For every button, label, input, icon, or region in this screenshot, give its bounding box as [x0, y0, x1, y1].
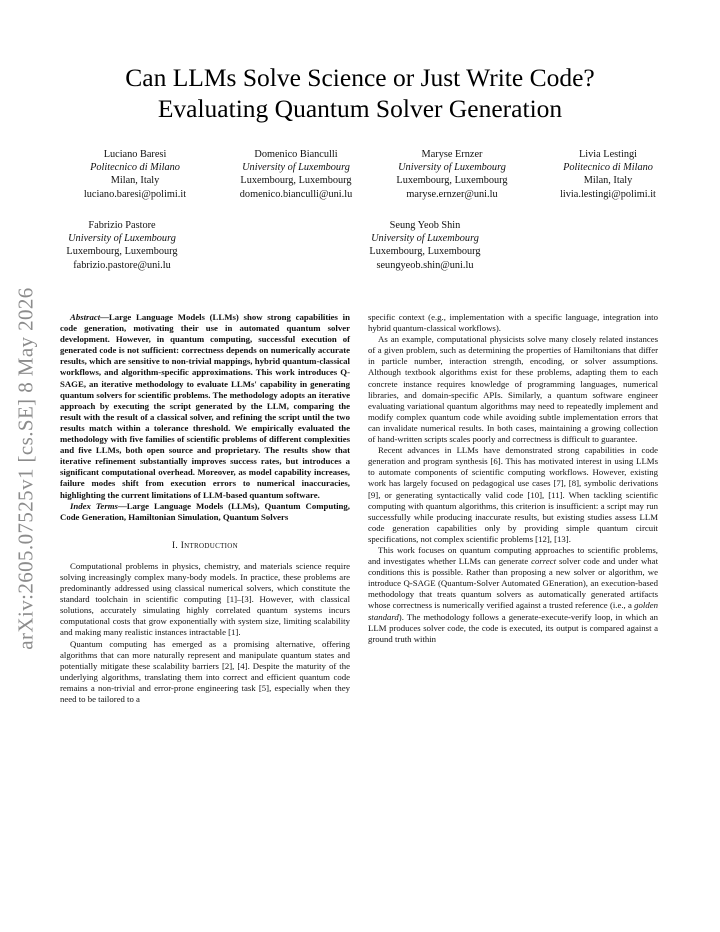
- body-paragraph: specific context (e.g., implementation with a specific language, integration into hybrid quantum-classical workflows).: [368, 312, 658, 334]
- index-terms: [60, 501, 350, 523]
- author-block: [543, 148, 673, 201]
- title-line-1: Can LLMs Solve Science or Just Write Code?: [125, 63, 595, 92]
- author-name: Domenico Bianculli: [254, 149, 338, 160]
- author-email: livia.lestingi@polimi.it: [560, 188, 656, 200]
- text-run: ). The methodology follows a generate-execute-verify loop, in which an LLM produces solver code, the code is executed, its output is compared against a ground truth within: [368, 611, 658, 644]
- author-email: maryse.ernzer@uni.lu: [406, 188, 498, 200]
- author-location: Luxembourg, Luxembourg: [369, 246, 481, 258]
- title-line-2: Evaluating Quantum Solver Generation: [157, 94, 563, 123]
- index-terms-text: —Large Language Models (LLMs), Quantum Computing, Code Generation, Hamiltonian Simulation, Quantum Solvers: [60, 500, 350, 522]
- body-paragraph: [368, 545, 658, 645]
- author-location: Luxembourg, Luxembourg: [396, 175, 508, 187]
- author-block: [52, 219, 192, 272]
- body-paragraph: Recent advances in LLMs have demonstrated strong capabilities in code generation and program synthesis [6]. This has motivated interest in using LLMs to automate components of scientific computing workflows. However, existing work has largely focused on pedagogical use cases [7], [8], symbolic derivations [9], or generating syntactically valid code [10], [11]. When tackling scientific computing with quantum algorithms, this criterion is insufficient: a script may run successfully while producing inaccurate results, but existing studies assess LLM code generation capabilities only by providing simple quantum circuit specifications, not complex scientific problems [12], [13].: [368, 445, 658, 544]
- author-affiliation: University of Luxembourg: [398, 162, 506, 174]
- emphasis-text: correct: [531, 556, 557, 567]
- author-email: domenico.bianculli@uni.lu: [239, 188, 353, 200]
- author-affiliation: Politecnico di Milano: [90, 162, 180, 174]
- author-name: Fabrizio Pastore: [88, 220, 156, 231]
- arxiv-stamp-text: arXiv:2605.07525v1 [cs.SE] 8 May 2026: [13, 286, 38, 650]
- author-block: [220, 148, 372, 201]
- author-location: Milan, Italy: [110, 175, 160, 187]
- emphasis-text: golden standard: [368, 600, 658, 622]
- author-block: [384, 148, 520, 201]
- author-name: Luciano Baresi: [103, 149, 167, 160]
- paper-title: [60, 62, 660, 124]
- text-run: This work focuses on quantum computing approaches to scientific problems, and investigates whether LLMs can generate: [368, 544, 658, 567]
- author-email: luciano.baresi@polimi.it: [83, 188, 187, 200]
- right-column: [368, 312, 658, 645]
- author-name: Livia Lestingi: [578, 149, 638, 160]
- author-affiliation: Politecnico di Milano: [563, 162, 653, 174]
- author-affiliation: University of Luxembourg: [242, 162, 350, 174]
- author-location: Luxembourg, Luxembourg: [240, 175, 352, 187]
- abstract-lead: Abstract: [70, 312, 101, 322]
- arxiv-identifier-stamp: [6, 268, 46, 668]
- abstract: [60, 312, 350, 501]
- body-paragraph: As an example, computational physicists solve many closely related instances of a given problem, such as determining the properties of Hamiltonians that differ in particle number, interaction strength, encoding, or solver assumptions. Although textbook algorithms exist for these problems, adapting them to each concrete instance requires knowledge of programming languages, numerical libraries, and domain-specific APIs. Similarly, a quantum software engineer evaluating variational quantum algorithms may need to repeatedly implement and modify complex quantum code while avoiding subtle implementation errors that can invalidate numerical results. In both cases, maintaining a growing collection of hand-written scripts scales poorly and correctness is difficult to guarantee.: [368, 334, 658, 445]
- left-column: [60, 312, 350, 705]
- index-terms-lead: Index Terms: [70, 500, 118, 511]
- section-heading: I. Introduction: [172, 540, 238, 551]
- author-email: fabrizio.pastore@uni.lu: [73, 259, 171, 271]
- body-paragraph: Quantum computing has emerged as a promising alternative, offering algorithms that can more naturally represent and manipulate quantum states and potentially mitigate these scalability barriers [2], [4]. Despite the maturity of the underlying algorithms, translating them into correct and efficient quantum code remains a non-trivial and error-prone engineering task [5], especially when they need to be tailored to a: [60, 638, 350, 704]
- author-affiliation: University of Luxembourg: [68, 233, 176, 245]
- author-block: [60, 148, 210, 201]
- author-email: seungyeob.shin@uni.lu: [376, 259, 474, 271]
- author-block: [355, 219, 495, 272]
- author-affiliation: University of Luxembourg: [371, 233, 479, 245]
- author-location: Luxembourg, Luxembourg: [66, 246, 178, 258]
- author-name: Maryse Ernzer: [421, 149, 483, 160]
- author-location: Milan, Italy: [583, 175, 633, 187]
- text-run: solver code and under what conditions this is possible. Rather than proposing a new solver or algorithm, we introduce Q-SAGE (Quantum-Solver Automated GEneration), an execution-based methodology that treats quantum solvers as automatically generated artifacts whose correctness is numerically verified against a trusted reference (i.e., a: [368, 556, 658, 611]
- abstract-text: —Large Language Models (LLMs) show strong capabilities in code generation, motivating their use in automated quantum solver development. However, in quantum computing, successful execution of generated code is not sufficient: correctness depends on numerically accurate results, which are sensitive to non-trivial mappings, hybrid quantum-classical workflows, and algorithm-specific approximations. This work introduces Q-SAGE, an iterative methodology to evaluate LLMs' capability in generating quantum solvers for scientific problems. The methodology adopts an iterative approach by executing the script generated by the LLM, comparing the result with the result of a classical solver, and refining the script until the two results match within a tolerance threshold. We empirically evaluated the methodology with five families of scientific problems of different complexities and five LLMs, both open source and proprietary. The results show that iterative refinement substantially improves success rates, but introduces a significant computational overhead. Moreover, as model capability increases, failure modes shift from execution errors to numerical inaccuracies, highlighting the current limitations of LLM-based quantum software.: [60, 312, 350, 500]
- body-paragraph: Computational problems in physics, chemistry, and materials science require solving increasingly complex many-body models. In practice, these problems are predominantly addressed using classical numerical solvers, which constitute the standard toolchain in scientific computing [1]–[3]. However, with classical solutions, accurately simulating highly correlated quantum systems incurs computational costs that grow exponentially with system size, limiting scalability and making many realistic instances intractable [1].: [60, 560, 350, 638]
- author-name: Seung Yeob Shin: [389, 220, 461, 231]
